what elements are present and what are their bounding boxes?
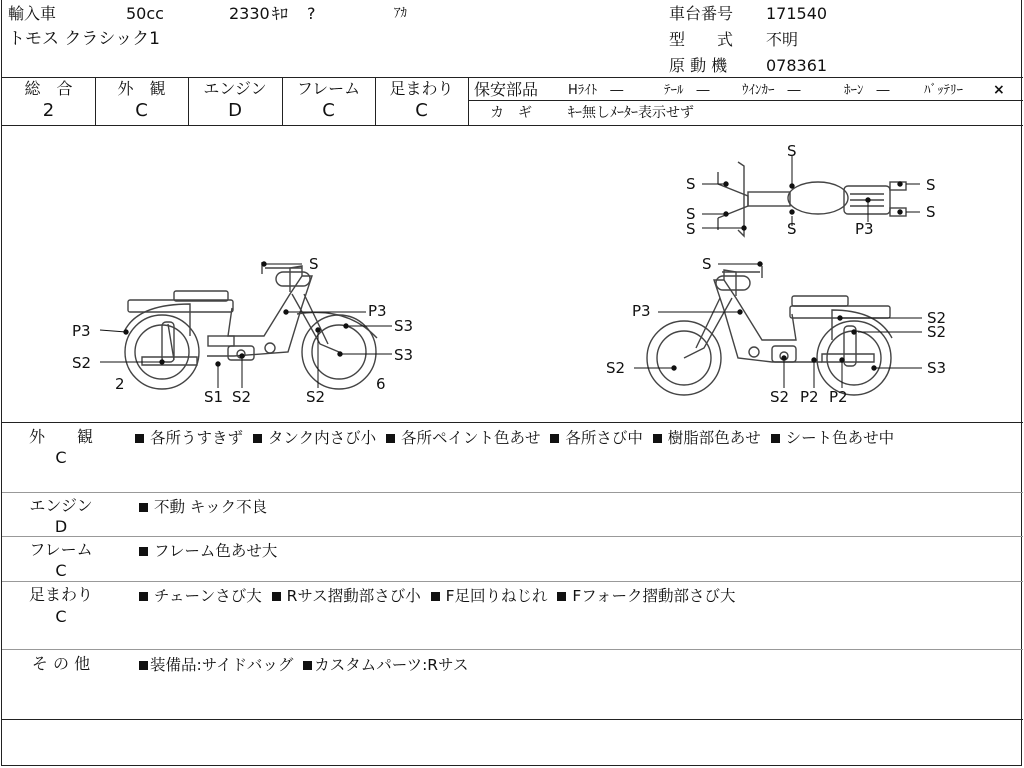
damage-label: S2 [306, 388, 326, 406]
inspection-sheet [1, 0, 1022, 766]
remark-grade-exterior: C [55, 448, 67, 467]
divider [2, 649, 1023, 650]
photo-count-label: 2 [115, 375, 125, 393]
engine-label: エンジン [203, 79, 267, 98]
damage-label: P3 [855, 220, 874, 238]
divider [468, 77, 469, 125]
remark-item: 不動 キック不良 [154, 498, 268, 516]
damage-label: S [686, 205, 696, 223]
damage-label: S [702, 255, 712, 273]
remark-item: シート色あせ中 [785, 429, 895, 447]
exterior-label: 外 観 [117, 79, 166, 98]
type-value: 不明 [766, 30, 799, 49]
remark-label-other: そ の 他 [31, 654, 91, 673]
diagram-labels-left [72, 255, 413, 406]
damage-label: S2 [770, 388, 790, 406]
divider [468, 100, 1023, 101]
divider [2, 422, 1023, 423]
divider [2, 492, 1023, 493]
displacement: 50cc [126, 4, 164, 23]
damage-label: S3 [394, 346, 414, 364]
remark-label-engine: エンジン [29, 496, 93, 515]
battery-missing-mark: × [993, 82, 1005, 98]
remark-item: チェーンさび大 [154, 587, 262, 605]
suspension-label: 足まわり [389, 79, 454, 98]
frame-no: 171540 [766, 4, 828, 23]
damage-label: S [926, 203, 936, 221]
battery-status: ﾊﾞｯﾃﾘｰ [924, 83, 963, 98]
damage-label: S [686, 175, 696, 193]
type-label: 型 式 [669, 30, 734, 49]
headlight-status: Hﾗｲﾄ ― [568, 83, 624, 98]
divider [2, 581, 1023, 582]
remark-item: カスタムパーツ:Rサス [314, 656, 469, 674]
exterior-grade: C [135, 100, 148, 121]
engine-grade: D [228, 100, 242, 121]
overall-label: 総 合 [24, 79, 73, 98]
remark-items-engine [139, 496, 267, 518]
damage-label: S2 [927, 309, 947, 327]
remark-items-exterior [135, 427, 1021, 449]
overall-grade: 2 [42, 100, 55, 121]
damage-label: P2 [800, 388, 819, 406]
frame-grade: C [322, 100, 335, 121]
damage-label: P2 [829, 388, 848, 406]
remark-item: 樹脂部色あせ [667, 429, 761, 447]
damage-label: S2 [72, 354, 92, 372]
safety-label: 保安部品 [474, 80, 539, 99]
damage-label: S [309, 255, 319, 273]
remark-item: Fフォーク摺動部さび大 [572, 587, 736, 605]
damage-label: S [926, 176, 936, 194]
remark-item: 各所うすきず [150, 429, 244, 447]
frame-no-label: 車台番号 [669, 4, 734, 23]
damage-label: S [787, 220, 797, 238]
mileage-flag: ? [307, 4, 316, 23]
damage-label: S3 [927, 359, 947, 377]
damage-label: P3 [368, 302, 387, 320]
mileage-unit: ｷﾛ [272, 4, 289, 23]
engine-no-label: 原 動 機 [669, 56, 728, 75]
photo-count-label: 6 [376, 375, 386, 393]
remark-item: 各所さび中 [565, 429, 643, 447]
damage-label: P3 [72, 322, 91, 340]
damage-label: S2 [232, 388, 252, 406]
remark-items-frame [139, 540, 277, 562]
remark-item: F足回りねじれ [445, 587, 548, 605]
model-name: トモス クラシック1 [8, 29, 160, 49]
damage-label: S1 [204, 388, 224, 406]
taillight-status: ﾃｰﾙ ― [664, 83, 710, 98]
remark-label-exterior: 外 観 [28, 427, 93, 446]
remark-items-other [139, 654, 468, 676]
remark-item: 装備品:サイドバッグ [150, 656, 294, 674]
remark-grade-suspension: C [55, 607, 67, 626]
damage-label: S [787, 142, 797, 160]
damage-diagram [2, 126, 1023, 422]
remark-item: Rサス摺動部さび小 [286, 587, 421, 605]
bike-side-left-drawing [124, 262, 377, 389]
remark-items-suspension [139, 585, 736, 607]
color: ｱｶ [394, 6, 407, 21]
damage-label: S3 [394, 317, 414, 335]
damage-label: S2 [606, 359, 626, 377]
damage-label: P3 [632, 302, 651, 320]
key-label: カ ギ [490, 105, 532, 121]
frame-label: フレーム [296, 79, 361, 98]
divider [2, 536, 1023, 537]
suspension-grade: C [415, 100, 428, 121]
remark-label-frame: フレーム [29, 540, 93, 559]
remark-item: フレーム色あせ大 [154, 542, 278, 560]
remark-item: タンク内さび小 [267, 429, 377, 447]
category: 輸入車 [8, 4, 57, 23]
damage-label: S2 [927, 323, 947, 341]
remark-label-suspension: 足まわり [28, 585, 93, 604]
mileage: 2330 [229, 4, 270, 23]
key-value: ｷｰ無しﾒｰﾀｰ表示せず [568, 105, 694, 121]
remark-grade-engine: D [54, 517, 68, 536]
remark-grade-frame: C [55, 561, 67, 580]
remark-item: 各所ペイント色あせ [400, 429, 541, 447]
horn-status: ﾎｰﾝ ― [844, 83, 890, 98]
divider [2, 77, 1023, 78]
winker-status: ｳｲﾝｶｰ ― [742, 83, 801, 98]
bike-top-drawing [718, 162, 906, 236]
damage-label: S [686, 220, 696, 238]
divider [2, 719, 1023, 720]
engine-no: 078361 [766, 56, 828, 75]
